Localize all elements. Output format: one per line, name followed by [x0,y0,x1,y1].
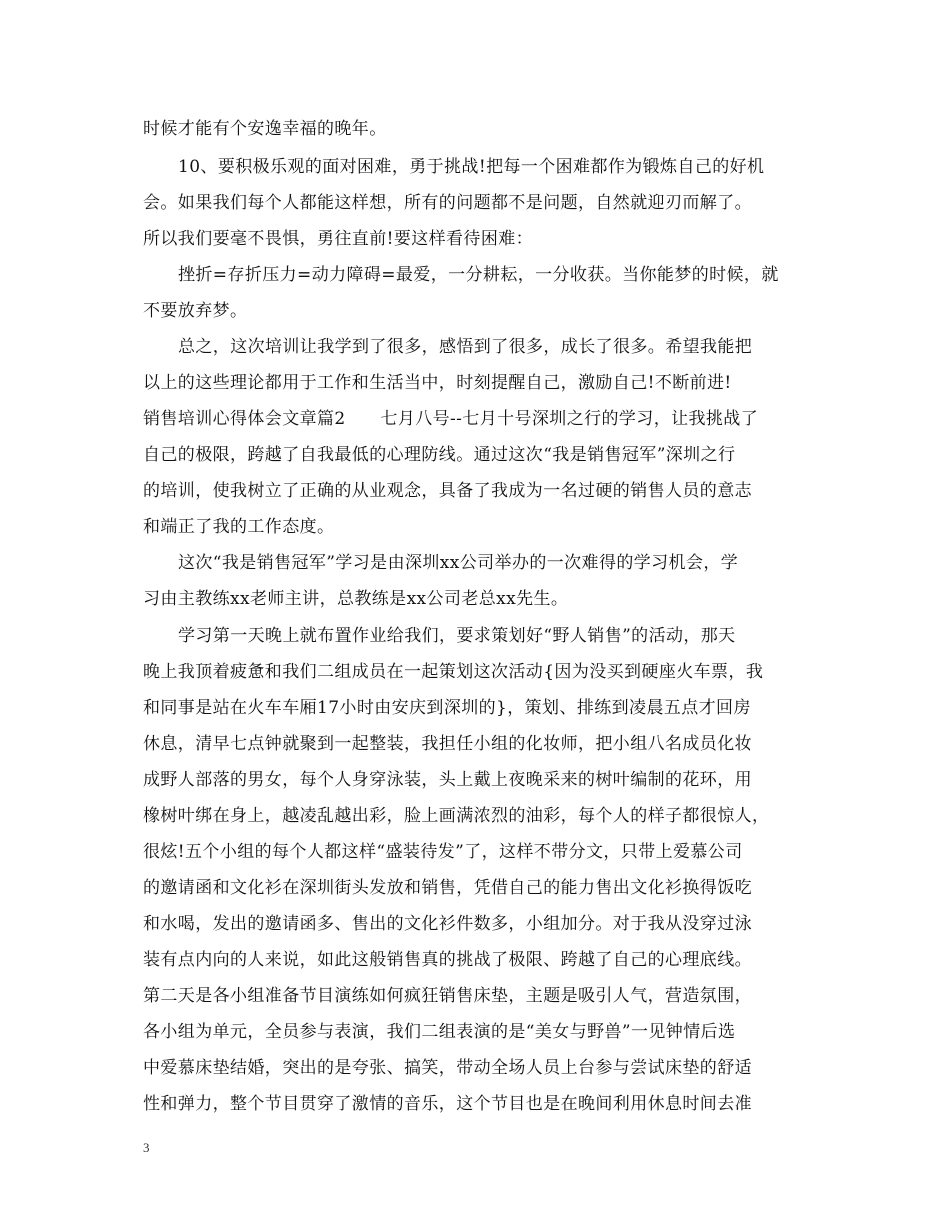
text-line: 挫折=存折压力=动力障碍=最爱，一分耕耘，一分收获。当你能梦的时候，就 [178,265,779,285]
text-line: 总之，这次培训让我学到了很多，感悟到了很多，成长了很多。希望我能把 [178,337,753,357]
text-line: 不要放弃梦。 [143,301,248,321]
text-line: 10、要积极乐观的面对困难，勇于挑战!把每一个困难都作为锻炼自己的好机 [178,157,765,177]
text-line: 所以我们要毫不畏惧，勇往直前!要这样看待困难： [143,229,534,249]
text-line: 装有点内向的人来说，如此这般销售真的挑战了极限、跨越了自己的心理底线。 [143,950,752,970]
text-line: 的培训，使我树立了正确的从业观念，具备了我成为一名过硬的销售人员的意志 [143,481,752,501]
text-line: 的邀请函和文化衫在深圳街头发放和销售，凭借自己的能力售出文化衫换得饭吃 [143,878,752,898]
text-line: 性和弹力，整个节目贯穿了激情的音乐，这个节目也是在晚间利用休息时间去准 [143,1094,752,1114]
text-line: 和水喝，发出的邀请函多、售出的文化衫件数多，小组加分。对于我从没穿过泳 [143,914,752,934]
text-line: 会。如果我们每个人都能这样想，所有的问题都不是问题，自然就迎刃而解了。 [143,193,752,213]
text-line: 这次“我是销售冠军”学习是由深圳xx公司举办的一次难得的学习机会，学 [178,553,739,573]
text-line: 晚上我顶着疲惫和我们二组成员在一起策划这次活动{因为没买到硬座火车票，我 [143,662,764,682]
text-line: 自己的极限，跨越了自我最低的心理防线。通过这次“我是销售冠军”深圳之行 [143,445,736,465]
text-line: 学习第一天晚上就布置作业给我们，要求策划好“野人销售”的活动，那天 [178,626,736,646]
page-number: 3 [143,1140,150,1155]
text-line: 和同事是站在火车车厢17小时由安庆到深圳的}，策划、排练到凌晨五点才回房 [143,698,751,718]
text-line: 中爱慕床垫结婚，突出的是夸张、搞笑，带动全场人员上台参与尝试床垫的舒适 [143,1058,752,1078]
text-line: 习由主教练xx老师主讲，总教练是xx公司老总xx先生。 [143,589,569,609]
text-line: 第二天是各小组准备节目演练如何疯狂销售床垫，主题是吸引人气，营造氛围， [143,986,752,1006]
text-line: 和端正了我的工作态度。 [143,517,335,537]
text-line: 休息，清早七点钟就聚到一起整装，我担任小组的化妆师，把小组八名成员化妆 [143,734,752,754]
text-line: 成野人部落的男女，每个人身穿泳装，头上戴上夜晚采来的树叶编制的花环，用 [143,770,752,790]
text-line: 时候才能有个安逸幸福的晚年。 [143,119,387,139]
text-line: 各小组为单元，全员参与表演，我们二组表演的是“美女与野兽”一见钟情后选 [143,1022,736,1042]
text-line: 很炫!五个小组的每个人都这样“盛装待发”了，这样不带分文，只带上爱慕公司 [143,842,743,862]
text-line: 橡树叶绑在身上，越凌乱越出彩，脸上画满浓烈的油彩，每个人的样子都很惊人， [143,806,770,826]
section-heading-line: 销售培训心得体会文章篇2 七月八号--七月十号深圳之行的学习，让我挑战了 [143,409,759,429]
text-line: 以上的这些理论都用于工作和生活当中，时刻提醒自己，激励自己!不断前进! [143,373,732,393]
